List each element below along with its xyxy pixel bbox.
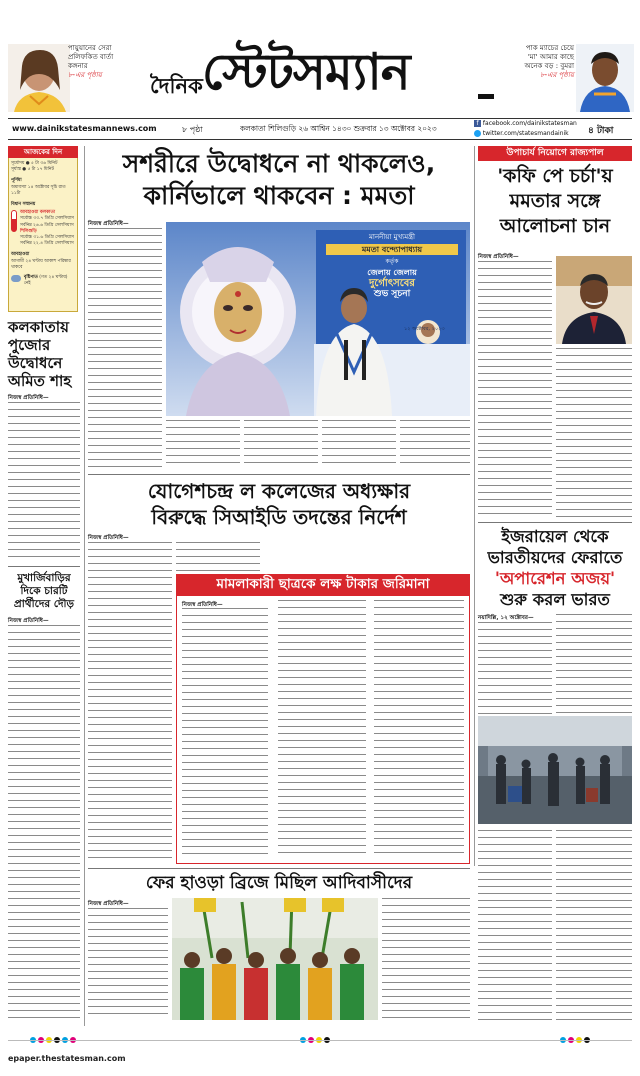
page-count: ৮ পৃষ্ঠা bbox=[182, 125, 203, 134]
footer-rule bbox=[8, 1040, 632, 1041]
kolkata-label: আবহাওয়া কলকাতা bbox=[20, 210, 56, 216]
dateline: কলকাতা শিলিগুড়ি ২৬ আশ্বিন ১৪৩০ শুক্রবার ১৩ অক্টোবর ২০২৩ bbox=[240, 124, 437, 133]
weather-details bbox=[11, 161, 75, 287]
sunrise-text: সূর্যোদয় ● ৫ টা ৩৬ মিনিট bbox=[11, 161, 58, 166]
facebook-link[interactable]: f facebook.com/dainikstatesman bbox=[474, 119, 578, 129]
epaper-link[interactable]: epaper.thestatesman.com bbox=[8, 1054, 126, 1063]
left-teaser-line1: পায়ুয়ানের সেরা bbox=[68, 44, 112, 52]
masthead-title: স্টেটসম্যান bbox=[202, 43, 410, 101]
rain-cloud-icon bbox=[11, 275, 21, 282]
right-mid-rule bbox=[478, 522, 632, 523]
right-teaser-photo[interactable] bbox=[576, 44, 634, 112]
facebook-icon: f bbox=[474, 120, 481, 127]
israel-headline-line4: শুরু করল ভারত bbox=[500, 590, 610, 609]
adivasi-body-col2 bbox=[382, 898, 470, 1020]
bottom-story-rule bbox=[88, 868, 470, 869]
coffee-body-col2 bbox=[556, 348, 632, 519]
college-body-col1 bbox=[88, 542, 172, 862]
coffee-body-col1 bbox=[478, 261, 552, 519]
lead-photo-date: ১২ অক্টোবর, ২০২৩ bbox=[404, 326, 445, 332]
twitter-icon bbox=[474, 130, 481, 137]
adivasi-photo[interactable] bbox=[172, 898, 378, 1020]
lead-body-col5 bbox=[400, 420, 470, 468]
right-teaser-page-ref: ৮-এর পৃষ্ঠায় bbox=[540, 71, 574, 79]
adivasi-body-col1 bbox=[88, 908, 168, 1020]
siliguri-max: সর্বোচ্চ ৩১.৬ ডিগ্রি সেলসিয়াস bbox=[20, 235, 74, 241]
left-rule-1 bbox=[8, 566, 80, 567]
left-shah-headline[interactable]: কলকাতায় পুজোর উদ্বোধনে অমিত শাহ bbox=[8, 318, 72, 390]
full-moon-text: অমাবস্যা ১৪ অক্টোবর সূচি রাত ১১টা bbox=[11, 184, 66, 196]
israel-body-col1 bbox=[478, 622, 552, 714]
lead-byline: নিজস্ব প্রতিনিধি— bbox=[88, 221, 129, 227]
israel-headline-line3: 'অপারেশন অজয়' bbox=[494, 569, 616, 588]
fine-body-col2 bbox=[278, 600, 366, 858]
lead-photo-banner-text bbox=[318, 232, 466, 300]
coffee-headline-line1: 'কফি পে চর্চা'য় bbox=[497, 165, 613, 187]
right-teaser-text[interactable] bbox=[500, 44, 574, 80]
price: ৪ টাকা bbox=[588, 126, 614, 136]
right-teaser-line3: অনেক বড় : বুমরা bbox=[524, 62, 574, 70]
forecast-text: আগামী ২৪ ঘণ্টায় আকাশ পরিষ্কার থাকবে bbox=[11, 258, 71, 270]
coffee-byline: নিজস্ব প্রতিনিধি— bbox=[478, 254, 519, 260]
banner-line3: কর্তৃক bbox=[385, 258, 399, 265]
left-teaser-line3: কঙ্গনার bbox=[68, 62, 88, 70]
lead-bottom-rule bbox=[88, 474, 470, 475]
right-teaser-line2: 'মা' আমার কাছে bbox=[527, 53, 574, 61]
kolkata-min: সর্বনিম্ন ২৬.৬ ডিগ্রি সেলসিয়াস bbox=[20, 222, 74, 228]
lead-headline-line2: কার্নিভালে থাকবেন : মমতা bbox=[143, 181, 415, 210]
kolkata-max: সর্বোচ্চ ৩৩.৭ ডিগ্রি সেলসিয়াস bbox=[20, 216, 74, 222]
coffee-headline-line2: মমতার সঙ্গে bbox=[509, 190, 601, 212]
lead-headline-line1: সশরীরে উদ্বোধনে না থাকলেও, bbox=[122, 149, 436, 178]
banner-line2: মমতা বন্দ্যোপাধ্যায় bbox=[326, 244, 458, 255]
website-link[interactable]: www.dainikstatesmannews.com bbox=[12, 124, 157, 133]
adivasi-headline[interactable]: ফের হাওড়া ব্রিজে মিছিল আদিবাসীদের bbox=[145, 873, 413, 893]
left-column-rule bbox=[84, 146, 85, 1026]
lead-body-col4 bbox=[322, 420, 396, 468]
banner-line1: মাননীয়া মুখ্যমন্ত্রী bbox=[369, 233, 415, 241]
israel-headline[interactable] bbox=[478, 526, 632, 610]
israel-body-col4 bbox=[556, 830, 632, 1020]
israel-photo[interactable] bbox=[478, 716, 632, 824]
full-moon-label: পূর্ণিমা bbox=[11, 178, 22, 184]
banner-line4: জেলায় জেলায় bbox=[367, 268, 417, 277]
siliguri-label: শিলিগুড়ি bbox=[20, 228, 37, 234]
right-teaser-line1: পাক ম্যাচের চেয়ে bbox=[525, 44, 574, 52]
masthead-underline-dash bbox=[478, 94, 494, 99]
registration-dots-left bbox=[30, 1028, 78, 1047]
israel-headline-line1: ইজরায়েল থেকে bbox=[501, 527, 609, 546]
left-mukherjee-byline: নিজস্ব প্রতিনিধি— bbox=[8, 618, 49, 624]
lead-body-col3 bbox=[244, 420, 318, 468]
city-label: বিধান সম্মানয় bbox=[11, 202, 36, 208]
college-byline: নিজস্ব প্রতিনিধি— bbox=[88, 535, 129, 541]
left-teaser-text[interactable] bbox=[68, 44, 138, 80]
left-teaser-photo[interactable] bbox=[8, 44, 70, 112]
fine-headline: মামলাকারী ছাত্রকে লক্ষ টাকার জরিমানা bbox=[216, 576, 430, 592]
college-body-col2 bbox=[176, 542, 260, 572]
siliguri-min: সর্বনিম্ন ২২.৪ ডিগ্রি সেলসিয়াস bbox=[20, 241, 74, 247]
fine-body-col1 bbox=[182, 608, 268, 858]
lead-body-col2 bbox=[166, 420, 240, 468]
forecast-label: আবহাওয়া bbox=[11, 252, 30, 258]
rain-label: বৃষ্টিপাত bbox=[23, 275, 38, 281]
social-links bbox=[474, 119, 578, 139]
israel-headline-line2: ভারতীয়দের ফেরাতে bbox=[487, 548, 623, 567]
lead-headline[interactable] bbox=[88, 148, 470, 212]
coffee-headline[interactable] bbox=[478, 164, 632, 239]
lead-body-col1 bbox=[88, 228, 162, 468]
registration-dots-right bbox=[560, 1028, 592, 1047]
rain-text: (গত ২৪ ঘণ্টায়) নেই bbox=[23, 275, 68, 287]
banner-line6: শুভ সূচনা bbox=[373, 289, 411, 299]
adivasi-byline: নিজস্ব প্রতিনিধি— bbox=[88, 901, 129, 907]
left-shah-byline: নিজস্ব প্রতিনিধি— bbox=[8, 395, 49, 401]
coffee-headline-line3: আলোচনা চান bbox=[499, 215, 611, 237]
twitter-link[interactable]: twitter.com/statesmandainik bbox=[474, 129, 578, 139]
college-headline-line1: যোগেশচন্দ্র ল কলেজের অধ্যক্ষার bbox=[147, 479, 411, 503]
masthead-prefix: দৈনিক bbox=[150, 74, 203, 98]
israel-byline: নয়াদিল্লি, ১২ অক্টোবর— bbox=[478, 615, 534, 621]
registration-dots-center bbox=[300, 1028, 332, 1047]
left-teaser-page-ref: ৮-এর পৃষ্ঠায় bbox=[68, 71, 102, 79]
coffee-kicker: উপাচার্য নিয়োগে রাজ্যপাল bbox=[478, 146, 632, 161]
israel-body-col2 bbox=[556, 614, 632, 714]
center-right-rule bbox=[474, 146, 475, 866]
left-mukherjee-headline[interactable]: মুখার্জিবাড়ির দিকে চারটি প্রার্থীদের দৌড় bbox=[13, 572, 75, 610]
governor-photo[interactable] bbox=[556, 256, 632, 344]
banner-line5: দুর্গোৎসবের bbox=[369, 278, 415, 289]
left-teaser-line2: প্রলিফকিত বার্তা bbox=[68, 53, 114, 61]
college-headline-line2: বিরুদ্ধে সিআইডি তদন্তের নির্দেশ bbox=[151, 505, 407, 529]
sunset-text: সূর্যাস্ত ● ৫ টা ১৭ মিনিট bbox=[11, 167, 54, 173]
thermometer-icon bbox=[11, 210, 17, 232]
left-shah-body bbox=[8, 402, 80, 562]
left-mukherjee-body bbox=[8, 625, 80, 1020]
israel-body-col3 bbox=[478, 830, 552, 1020]
fine-byline: নিজস্ব প্রতিনিধি— bbox=[182, 602, 223, 608]
weather-header: আজকের দিন bbox=[8, 146, 78, 158]
fine-body-col3 bbox=[374, 600, 464, 858]
college-headline[interactable] bbox=[88, 478, 470, 530]
